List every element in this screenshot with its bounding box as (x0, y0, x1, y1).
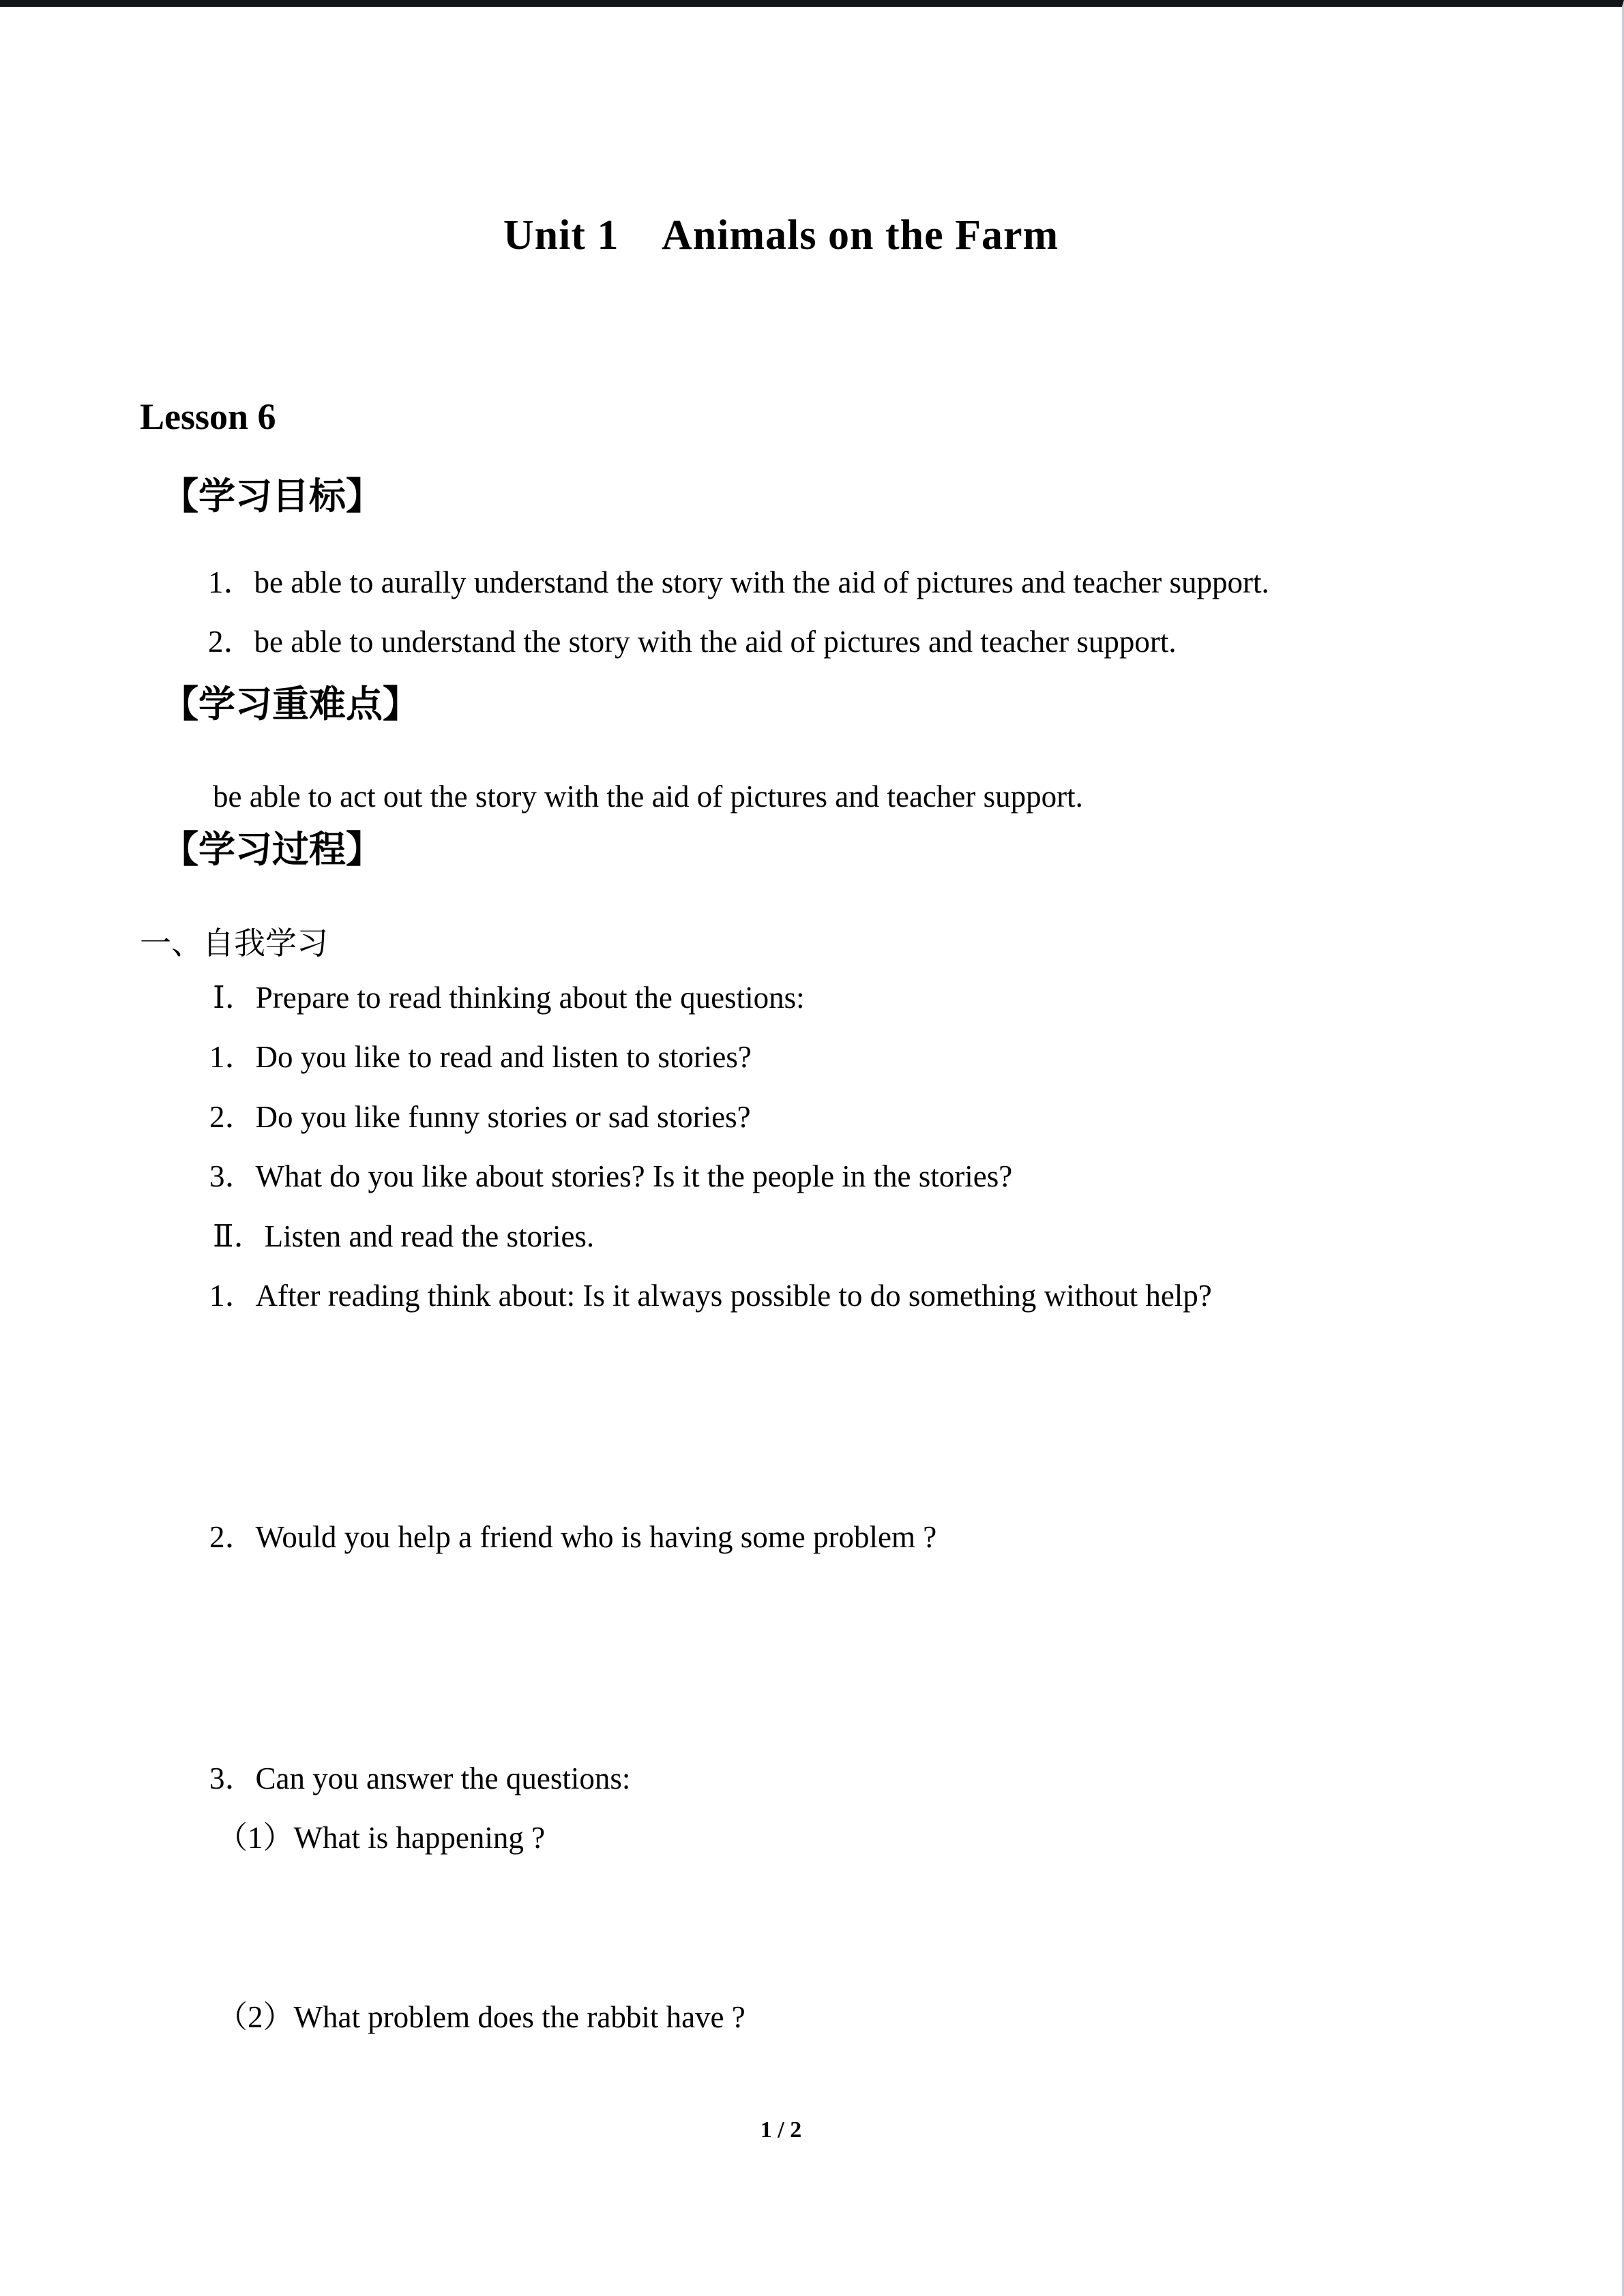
objective-item: 2．be able to understand the story with the aid of pictures and teacher support. (208, 625, 1177, 659)
part-two-label: Ⅱ．Listen and read the stories. (213, 1219, 595, 1253)
part-two-sub-question: （1）What is happening ? (217, 1821, 546, 1855)
part-two-question: 2．Would you help a friend who is having some problem ? (209, 1520, 937, 1554)
part-two-sub-question: （2）What problem does the rabbit have ? (217, 2000, 745, 2034)
part-one-question: 3．What do you like about stories? Is it the people in the stories? (209, 1159, 1013, 1193)
part-two-question: 1．After reading think about: Is it always possible to do something without help? (209, 1279, 1212, 1313)
part-two-question: 3．Can you answer the questions: (209, 1761, 631, 1795)
subsection-label-self-study: 一、自我学习 (140, 925, 328, 961)
page-number-footer: 1 / 2 (760, 2117, 802, 2143)
document-content (0, 7, 1622, 2296)
lesson-heading: Lesson 6 (140, 396, 276, 437)
part-one-label: Ⅰ．Prepare to read thinking about the questions: (213, 981, 805, 1015)
part-one-question: 1．Do you like to read and listen to stories? (209, 1040, 752, 1074)
focus-body-text: be able to act out the story with the aid of pictures and teacher support. (213, 779, 1083, 814)
section-heading-focus: 【学习重难点】 (162, 683, 419, 726)
page-title: Unit 1 Animals on the Farm (503, 212, 1059, 258)
section-heading-objectives: 【学习目标】 (162, 475, 383, 518)
objective-item: 1．be able to aurally understand the story with the aid of pictures and teacher support. (208, 565, 1269, 599)
part-one-question: 2．Do you like funny stories or sad stories? (209, 1100, 751, 1134)
section-heading-process: 【学习过程】 (162, 828, 383, 871)
